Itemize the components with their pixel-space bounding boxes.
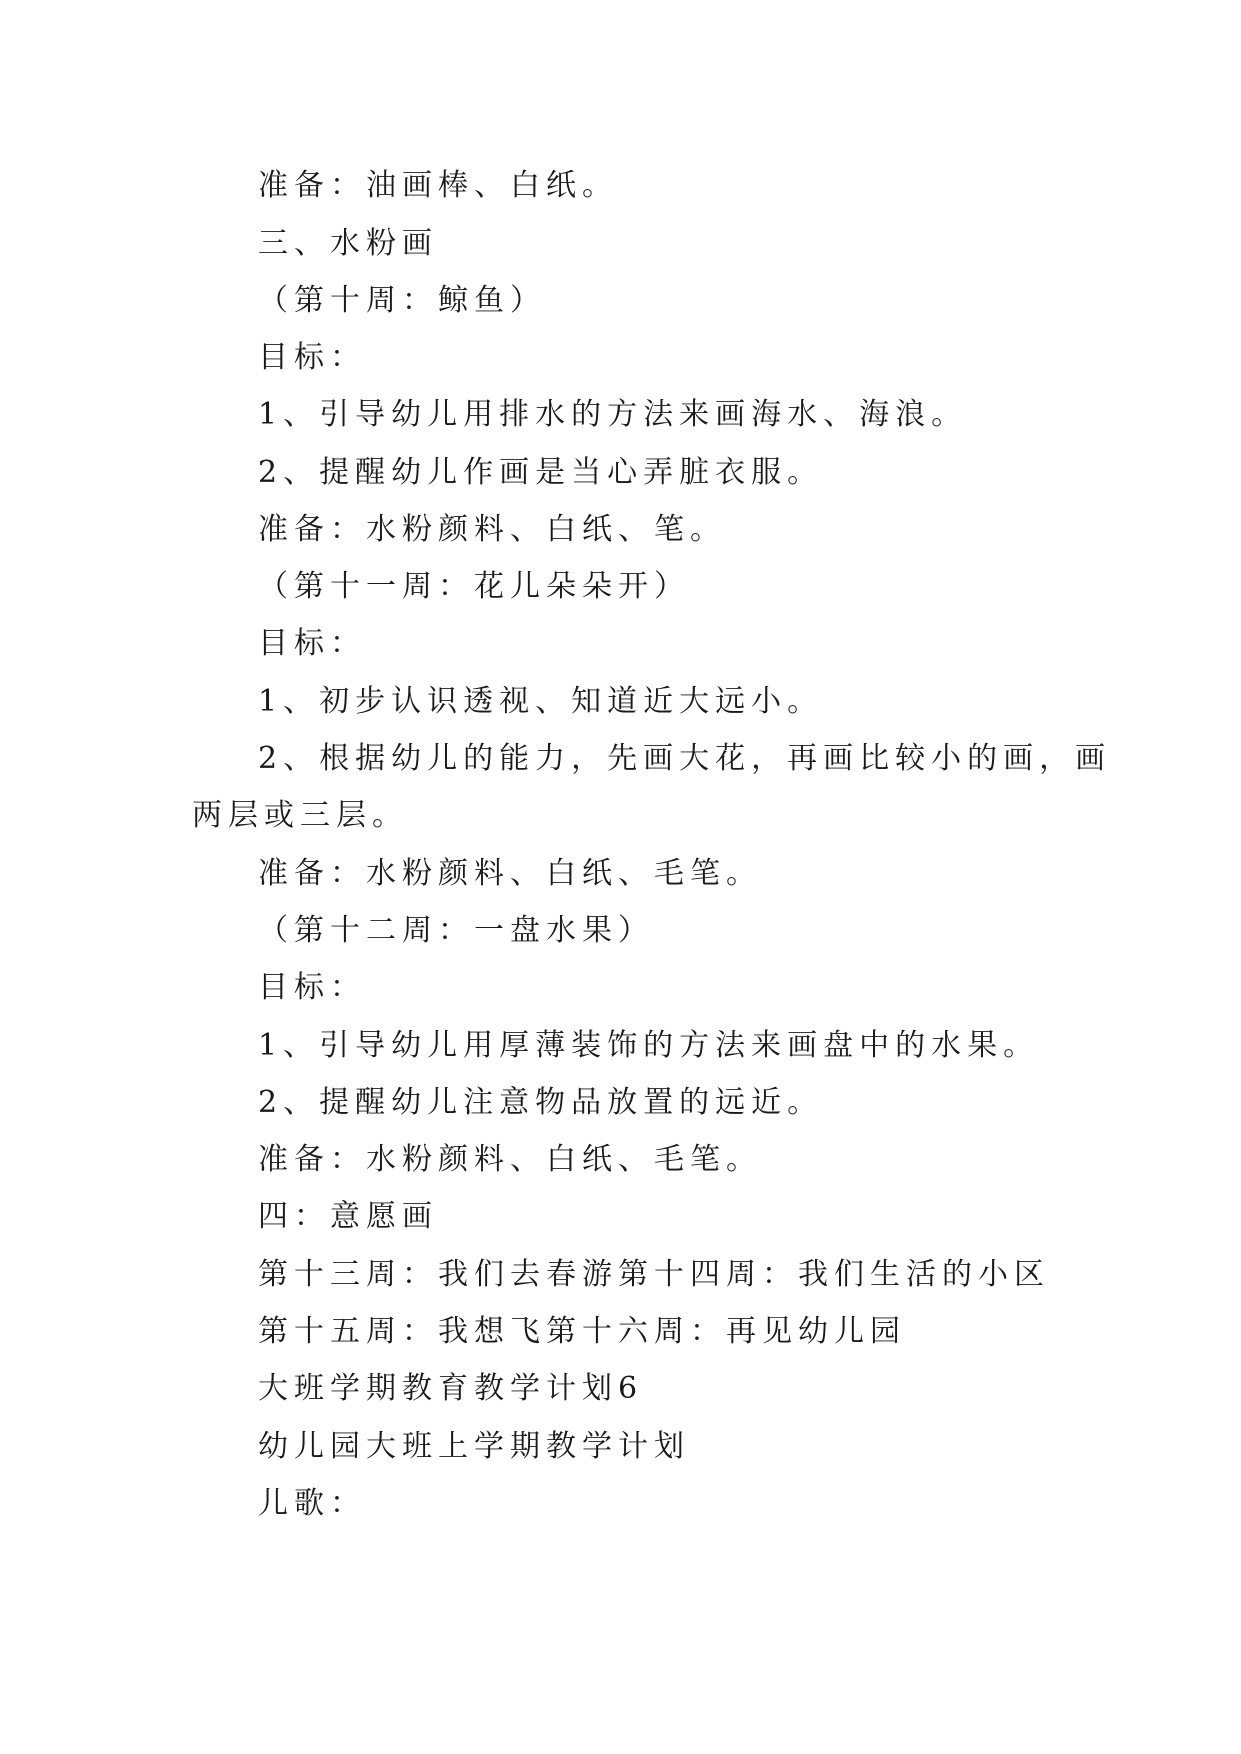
text-line: 目标：: [258, 340, 366, 375]
text-line: 儿歌：: [258, 1486, 366, 1521]
text-line: 1、引导幼儿用厚薄装饰的方法来画盘中的水果。: [258, 1028, 1040, 1063]
text-line-continuation: 两层或三层。: [192, 798, 408, 833]
text-line: 1、初步认识透视、知道近大远小。: [258, 684, 824, 719]
text-line: 第十五周：我想飞第十六周：再见幼儿园: [258, 1314, 906, 1349]
text-line: 2、提醒幼儿作画是当心弄脏衣服。: [258, 455, 824, 490]
text-line: 2、提醒幼儿注意物品放置的远近。: [258, 1085, 824, 1120]
text-line: 准备：水粉颜料、白纸、毛笔。: [258, 856, 762, 891]
text-line: 1、引导幼儿用排水的方法来画海水、海浪。: [258, 397, 968, 432]
text-line: 目标：: [258, 970, 366, 1005]
week-heading: （第十二周：一盘水果）: [258, 913, 654, 948]
text-line: 2、根据幼儿的能力，先画大花，再画比较小的画，画: [258, 741, 1112, 776]
week-heading: （第十周：鲸鱼）: [258, 283, 546, 318]
document-title: 大班学期教育教学计划6: [258, 1371, 644, 1406]
section-heading: 四：意愿画: [258, 1199, 438, 1234]
text-line: 准备：油画棒、白纸。: [258, 168, 618, 203]
text-line: 准备：水粉颜料、白纸、笔。: [258, 512, 726, 547]
week-heading: （第十一周：花儿朵朵开）: [258, 569, 690, 604]
text-line: 目标：: [258, 626, 366, 661]
section-heading: 三、水粉画: [258, 226, 438, 261]
text-line: 第十三周：我们去春游第十四周：我们生活的小区: [258, 1257, 1050, 1292]
text-line: 准备：水粉颜料、白纸、毛笔。: [258, 1142, 762, 1177]
document-subtitle: 幼儿园大班上学期教学计划: [258, 1429, 690, 1464]
